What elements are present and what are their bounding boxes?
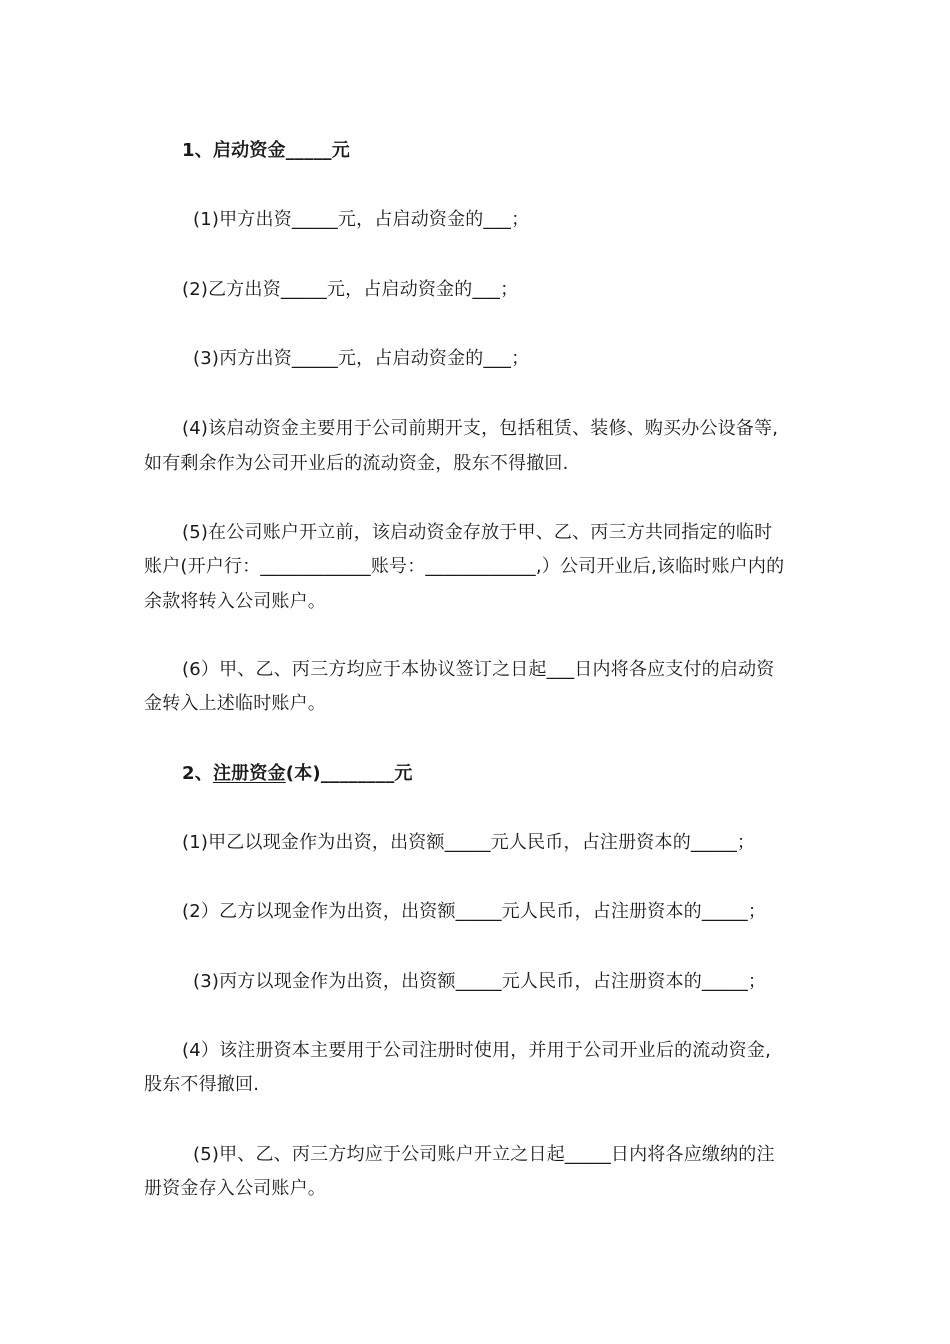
section-1-item-3: (3)丙方出资_____元，占启动资金的___； xyxy=(193,348,530,369)
section-1-item-5-line-2: 账户(开户行：____________账号：____________,）公司开业后,该临时账户内的 xyxy=(144,556,785,577)
section-2-item-4-line-2: 股东不得撤回. xyxy=(144,1074,260,1095)
section-1-item-1: (1)甲方出资_____元，占启动资金的___； xyxy=(193,209,530,230)
section-2-item-1: (1)甲乙以现金作为出资，出资额_____元人民币，占注册资本的_____； xyxy=(182,832,756,853)
section-2-heading-mid: (本) xyxy=(285,763,321,784)
section-2-item-2: (2）乙方以现金作为出资，出资额_____元人民币，占注册资本的_____； xyxy=(182,901,767,922)
section-2-item-3: (3)丙方以现金作为出资，出资额_____元人民币，占注册资本的_____； xyxy=(193,971,767,992)
section-2-heading xyxy=(182,756,413,791)
section-2-item-5-line-1: (5)甲、乙、丙三方均应于公司账户开立之日起_____日内将各应缴纳的注 xyxy=(193,1144,775,1165)
section-1-item-4-line-1: (4)该启动资金主要用于公司前期开支，包括租赁、装修、购买办公设备等, xyxy=(182,418,779,439)
section-1-heading xyxy=(182,133,350,168)
section-2-heading-suffix: 元 xyxy=(394,763,413,784)
section-2-item-5-line-2: 册资金存入公司账户。 xyxy=(144,1178,326,1199)
section-1-heading-prefix: 1、启动资金 xyxy=(182,140,286,161)
section-2-heading-blank: ________ xyxy=(320,763,395,784)
section-1-item-5-line-3: 余款将转入公司账户。 xyxy=(144,591,326,612)
section-2-heading-prefix: 2、 xyxy=(182,763,213,784)
section-1-item-6-line-2: 金转入上述临时账户。 xyxy=(144,693,326,714)
section-1-item-6-line-1: (6）甲、乙、丙三方均应于本协议签订之日起___日内将各应支付的启动资 xyxy=(182,659,775,680)
section-1-heading-blank: _____ xyxy=(285,140,332,161)
section-1-heading-suffix: 元 xyxy=(331,140,350,161)
section-2-item-4-line-1: (4）该注册资本主要用于公司注册时使用，并用于公司开业后的流动资金, xyxy=(182,1040,771,1061)
section-1-item-2: (2)乙方出资_____元，占启动资金的___； xyxy=(182,279,519,300)
section-1-item-5-line-1: (5)在公司账户开立前，该启动资金存放于甲、乙、丙三方共同指定的临时 xyxy=(182,522,773,543)
section-2-heading-link: 注册资金 xyxy=(212,763,286,784)
section-1-item-4-line-2: 如有剩余作为公司开业后的流动资金，股东不得撤回. xyxy=(144,453,569,474)
